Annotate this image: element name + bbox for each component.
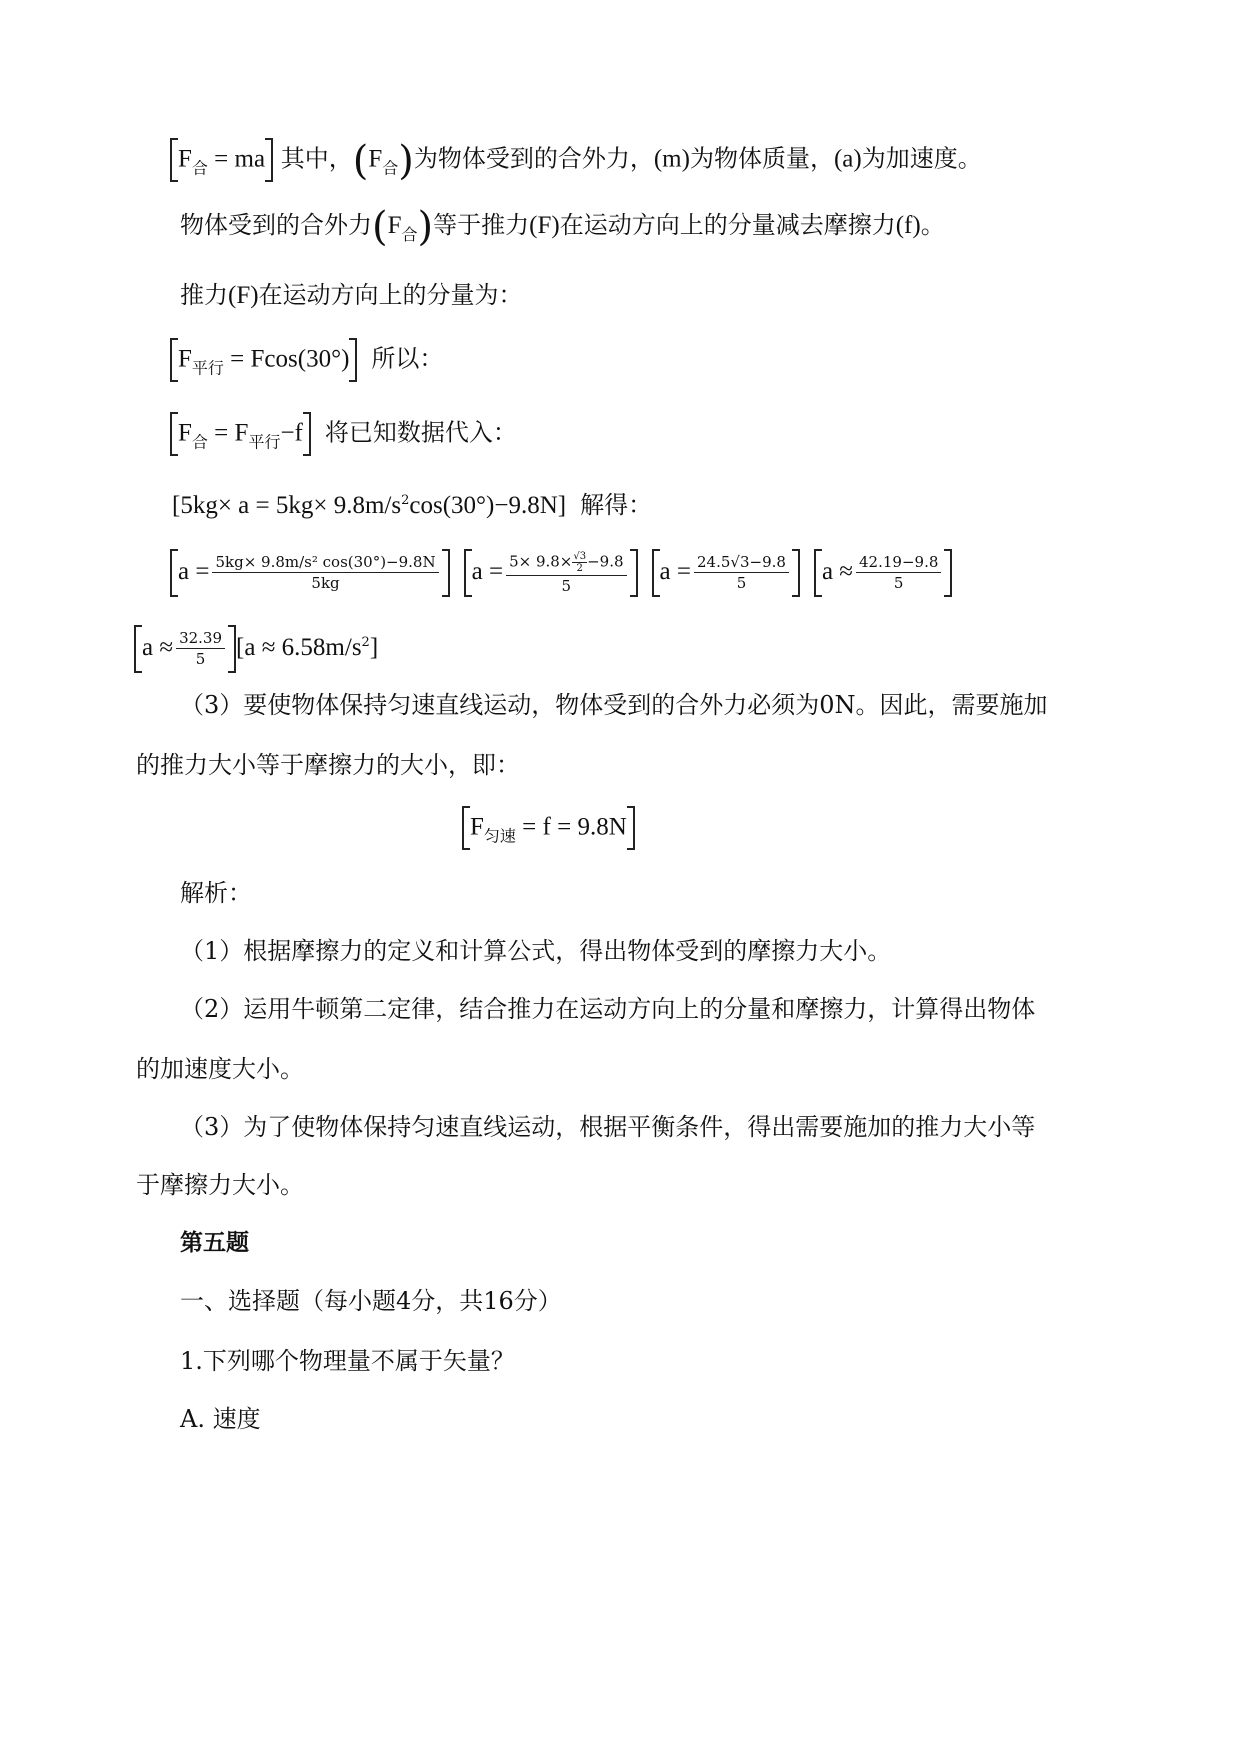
symbol-a: (a): [833, 145, 862, 173]
bracket-left: [170, 412, 178, 456]
formula-line-5: [170, 412, 517, 460]
symbol-a: a =: [659, 558, 691, 585]
paren-right: ): [398, 137, 414, 184]
equation-rhs: = f = 9.8N: [515, 813, 627, 841]
text: 推力: [180, 281, 228, 309]
equation-rhs: = Fcos(30°): [223, 345, 350, 373]
formula-line-4: [170, 338, 443, 386]
bracket-left: [462, 806, 470, 850]
paragraph-3-line-2: 的推力大小等于摩擦力的大小，即：: [136, 751, 520, 779]
fraction: [694, 553, 789, 592]
num-part: 5× 9.8×: [509, 552, 573, 570]
symbol-a: a =: [178, 558, 210, 585]
text: 在运动方向上的分量减去摩擦力: [559, 211, 896, 239]
formula-line-6: [172, 484, 652, 523]
subscript: 平行: [248, 432, 281, 452]
subscript: 合: [191, 432, 208, 452]
text: 解得：: [580, 491, 653, 519]
symbol-F: F: [387, 212, 402, 239]
bracket-right: [228, 625, 236, 673]
bracket-left: [134, 625, 142, 673]
equation-mid: = F: [207, 419, 249, 447]
num-part: −9.8: [587, 552, 624, 570]
fraction: [856, 553, 941, 592]
symbol-F: (F): [228, 282, 259, 309]
symbol-F: F: [178, 419, 192, 447]
text: 为物体受到的合外力，: [413, 144, 654, 173]
subscript-he: 合: [382, 158, 399, 178]
section-title: 第五题: [180, 1230, 249, 1256]
subscript-he: 合: [191, 158, 208, 178]
result: [a ≈ 6.58m/s: [236, 634, 362, 661]
symbol-F: F: [178, 345, 192, 373]
bracket-left: [170, 338, 178, 382]
bracket-left: [170, 138, 178, 182]
bracket-close: ]: [369, 634, 379, 661]
denominator: 5kg: [311, 574, 340, 592]
paren-left: (: [352, 137, 369, 184]
symbol-a: a ≈: [142, 634, 174, 661]
bracket-right: [944, 549, 952, 597]
numerator: 32.39: [176, 629, 225, 649]
text: 在运动方向上的分量为：: [258, 281, 523, 309]
numerator: √3: [573, 550, 587, 562]
denominator: 5: [195, 650, 206, 668]
analysis-title: 解析：: [180, 879, 252, 907]
bracket-left: [814, 549, 822, 597]
numerator: 24.5√3−9.8: [694, 553, 789, 573]
symbol-f: (f): [895, 212, 921, 239]
denominator: 5: [736, 574, 747, 592]
equation-rhs: −f: [280, 419, 303, 447]
option-a: A. 速度: [180, 1405, 261, 1433]
symbol-a: a ≈: [821, 558, 854, 585]
text: 其中，: [273, 144, 353, 173]
subscript-he: 合: [401, 225, 418, 244]
symbol-F: F: [368, 145, 383, 173]
section-part: 一、选择题（每小题4分，共16分）: [180, 1287, 562, 1315]
bracket-right: [265, 138, 273, 182]
fraction: [506, 551, 626, 595]
text: 。: [920, 211, 945, 239]
symbol-F: (F): [529, 212, 560, 239]
formula-line-7: [170, 546, 952, 597]
equation-rhs: = ma: [207, 145, 266, 173]
symbol-F: F: [470, 813, 484, 841]
bracket-right: [349, 338, 357, 382]
text: 将已知数据代入：: [324, 418, 517, 447]
superscript: 2: [401, 493, 410, 508]
numerator: 42.19−9.8: [856, 553, 941, 573]
bracket-left: [464, 549, 472, 597]
formula-line-1: [170, 138, 982, 186]
bracket-left: [170, 549, 178, 597]
symbol-F: F: [178, 145, 192, 173]
analysis-item-2-line-1: （2）运用牛顿第二定律，结合推力在运动方向上的分量和摩擦力，计算得出物体: [180, 995, 1036, 1023]
bracket-left: [652, 549, 660, 597]
equation-rhs: cos(30°)−9.8N]: [409, 492, 567, 519]
fraction: [176, 629, 225, 668]
text: 为加速度。: [861, 144, 982, 173]
subscript: 平行: [191, 358, 224, 378]
analysis-item-2-line-2: 的加速度大小。: [136, 1055, 304, 1083]
text-line-3: [180, 278, 523, 313]
text: 为物体质量，: [689, 144, 834, 173]
denominator: 2: [576, 562, 583, 574]
equation-lhs: [5kg× a = 5kg× 9.8m/s: [172, 492, 402, 519]
paren-left: (: [372, 204, 388, 250]
subscript: 匀速: [483, 826, 516, 846]
bracket-right: [630, 549, 638, 597]
text: 物体受到的合外力: [180, 211, 372, 239]
denominator: 5: [893, 574, 904, 592]
sqrt-fraction: [572, 551, 587, 574]
superscript: 2: [361, 635, 370, 650]
paren-right: ): [417, 204, 434, 250]
denominator: 5: [561, 576, 572, 595]
analysis-item-1: （1）根据摩擦力的定义和计算公式，得出物体受到的摩擦力大小。: [180, 937, 892, 965]
symbol-a: a =: [471, 558, 504, 585]
numerator: 5kg× 9.8m/s² cos(30°)−9.8N: [212, 553, 438, 573]
symbol-m: (m): [653, 145, 690, 173]
text-line-2: [180, 204, 945, 252]
numerator: [506, 551, 626, 576]
paragraph-3-line-1: （3）要使物体保持匀速直线运动，物体受到的合外力必须为0N。因此，需要施加: [180, 691, 1048, 719]
bracket-right: [442, 549, 450, 597]
text: 等于推力: [433, 211, 530, 239]
analysis-item-3-line-2: 于摩擦力大小。: [136, 1171, 304, 1199]
text: 所以：: [371, 344, 444, 373]
bracket-right: [303, 412, 311, 456]
analysis-item-3-line-1: （3）为了使物体保持匀速直线运动，根据平衡条件，得出需要施加的推力大小等: [180, 1113, 1036, 1141]
bracket-right: [792, 549, 800, 597]
bracket-right: [627, 806, 635, 850]
fraction: [212, 553, 438, 592]
formula-line-8: [134, 618, 378, 673]
centered-equation: [462, 806, 635, 854]
question-1: 1.下列哪个物理量不属于矢量？: [180, 1347, 515, 1375]
